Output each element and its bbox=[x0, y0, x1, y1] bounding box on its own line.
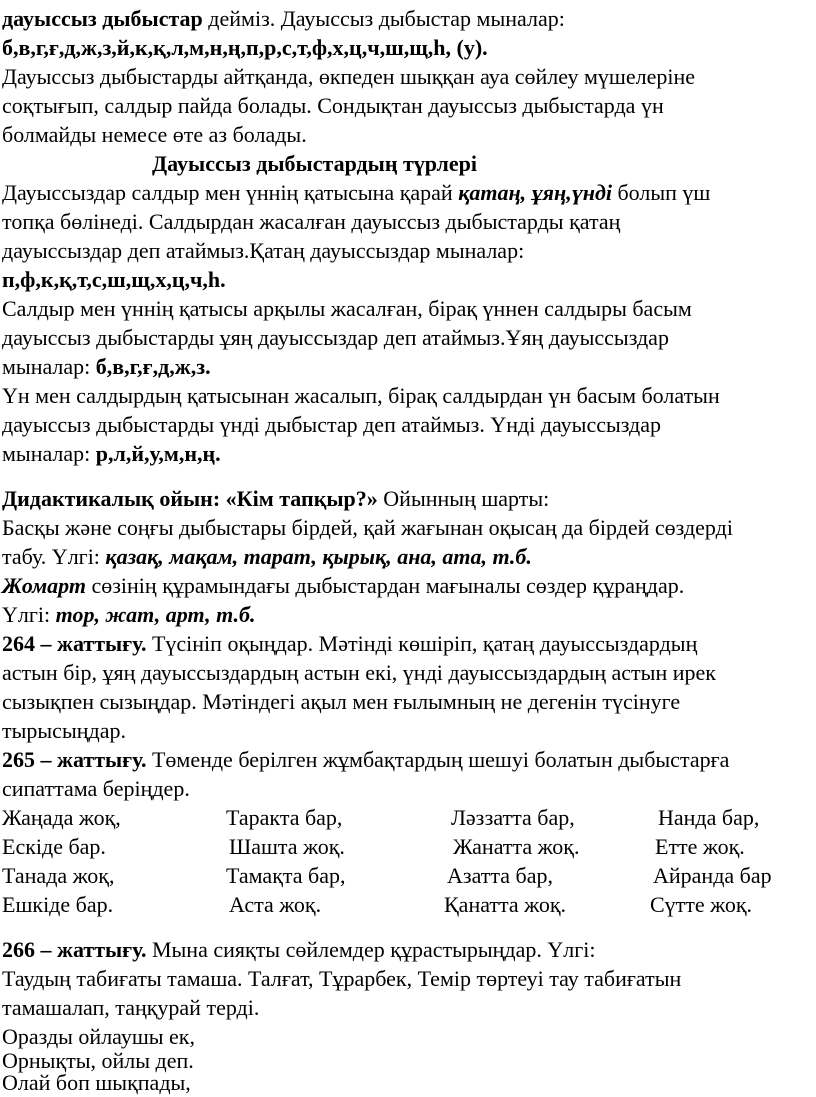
line-text: топқа бөлінеді. Салдырдан жасалған дауыссыз дыбыстарды қатаң bbox=[2, 209, 621, 234]
riddle-cell: Таракта бар, bbox=[226, 805, 343, 830]
sonorant-list: р,л,й,у,м,н,ң. bbox=[95, 441, 221, 466]
exercise-264-line bbox=[2, 629, 697, 658]
line-29 bbox=[2, 964, 681, 993]
line-12 bbox=[2, 323, 669, 352]
line-19 bbox=[2, 542, 532, 571]
line-text: Төменде берілген жұмбақтардың шешуі болатын дыбыстарға bbox=[146, 747, 730, 772]
line-text: соқтығып, салдыр пайда болады. Сондықтан дауыссыз дыбыстарда үн bbox=[2, 93, 664, 118]
line-11 bbox=[2, 294, 692, 323]
line-1 bbox=[2, 4, 565, 33]
line-text: болып үш bbox=[611, 180, 711, 205]
line-text: сөзінің құрамындағы дыбыстардан мағыналы сөздер құраңдар. bbox=[85, 573, 685, 598]
line-text: Орнықты, ойлы деп. bbox=[2, 1048, 194, 1073]
riddle-cell: Тамақта бар, bbox=[226, 863, 346, 888]
consonant-list: б,в,г,ғ,д,ж,з,й,к,қ,л,м,н,ң,п,р,с,т,ф,х,ц,ч,ш,щ,һ, (у). bbox=[2, 35, 488, 60]
emphasis-types: қатаң, ұяң,үнді bbox=[458, 180, 612, 205]
line-text: Оразды ойлаушы ек, bbox=[2, 1024, 195, 1049]
riddle-cell: Шашта жоқ. bbox=[229, 834, 345, 859]
line-text: Басқы және соңғы дыбыстары бірдей, қай жағынан оқысаң да бірдей сөздерді bbox=[2, 515, 733, 540]
section-heading bbox=[152, 149, 477, 178]
line-7 bbox=[2, 178, 710, 207]
line-20 bbox=[2, 571, 684, 600]
riddle-cell: Қанатта жоқ. bbox=[444, 892, 567, 917]
line-text: болмайды немесе өте аз болады. bbox=[2, 122, 307, 147]
voiced-list: б,в,г,ғ,д,ж,з. bbox=[95, 354, 211, 379]
line-text: Түсініп оқыңдар. Мәтінді көшіріп, қатаң дауыссыздардың bbox=[146, 631, 698, 656]
riddle-cell: Айранда бар bbox=[653, 863, 772, 888]
line-21 bbox=[2, 600, 256, 629]
line-text: Дауыссыз дыбыстарды айтқанда, өкпеден шыққан ауа сөйлеу мүшелеріне bbox=[2, 64, 695, 89]
line-8 bbox=[2, 207, 620, 236]
riddle-cell: Етте жоқ. bbox=[655, 834, 745, 859]
exercise-266-label: 266 – жаттығу. bbox=[2, 937, 147, 962]
riddle-cell: Ескіде бар. bbox=[2, 834, 106, 859]
line-18 bbox=[2, 513, 733, 542]
line-consonant-list bbox=[2, 33, 488, 62]
line-30 bbox=[2, 993, 259, 1022]
line-text: Дауыссыздар салдыр мен үннің қатысына қарай bbox=[2, 180, 459, 205]
line-text: дейміз. Дауыссыз дыбыстар мыналар: bbox=[202, 6, 565, 31]
riddle-cell: Сүтте жоқ. bbox=[650, 892, 753, 917]
line-3 bbox=[2, 62, 695, 91]
line-text: астын бір, ұяң дауыссыздардың астын екі, үнді дауыссыздардың астын ирек bbox=[2, 660, 716, 685]
exercise-265-line bbox=[2, 745, 729, 774]
heading-text: Дауыссыз дыбыстардың түрлері bbox=[152, 151, 477, 176]
line-4 bbox=[2, 91, 664, 120]
line-text: Салдыр мен үннің қатысы арқылы жасалған, бірақ үннен салдыры басым bbox=[2, 296, 692, 321]
line-23 bbox=[2, 658, 716, 687]
term-consonants: дауыссыз дыбыстар bbox=[2, 6, 203, 31]
line-text: Үн мен салдырдың қатысынан жасалып, бірақ салдырдан үн басым болатын bbox=[2, 383, 720, 408]
voiceless-list: п,ф,к,қ,т,с,ш,щ,х,ц,ч,һ. bbox=[2, 267, 226, 292]
line-text: дауыссыз дыбыстарды ұяң дауыссыздар деп атаймыз.Ұяң дауыссыздар bbox=[2, 325, 669, 350]
line-text: тырысыңдар. bbox=[2, 718, 126, 743]
riddle-cell: Аста жоқ. bbox=[229, 892, 322, 917]
line-16 bbox=[2, 439, 221, 468]
line-text: мыналар: bbox=[2, 441, 96, 466]
exercise-265-label: 265 – жаттығу. bbox=[2, 747, 147, 772]
line-15 bbox=[2, 410, 661, 439]
line-text: дауыссыз дыбыстарды үнді дыбыстар деп атаймыз. Үнді дауыссыздар bbox=[2, 412, 662, 437]
poem-line bbox=[2, 1068, 191, 1097]
exercise-264-label: 264 – жаттығу. bbox=[2, 631, 147, 656]
line-text: тамашалап, таңқурай терді. bbox=[2, 995, 260, 1020]
exercise-266-line bbox=[2, 935, 596, 964]
example-word: Жомарт bbox=[2, 573, 86, 598]
riddle-cell: Ләззатта бар, bbox=[451, 805, 575, 830]
riddle-cell: Азатта бар, bbox=[447, 863, 553, 888]
line-text: Үлгі: bbox=[2, 602, 56, 627]
game-title: Дидактикалық ойын: «Кім тапқыр?» bbox=[2, 486, 378, 511]
riddle-cell: Жаңада жоқ, bbox=[2, 805, 121, 830]
line-text: Мына сияқты сөйлемдер құрастырыңдар. Үлгі: bbox=[146, 937, 596, 962]
line-9 bbox=[2, 236, 524, 265]
line-13 bbox=[2, 352, 211, 381]
game-heading-line bbox=[2, 484, 549, 513]
line-text: сызықпен сызыңдар. Мәтіндегі ақыл мен ғылымның не дегенін түсінуге bbox=[2, 689, 681, 714]
example-words: тор, жат, арт, т.б. bbox=[55, 602, 256, 627]
line-14 bbox=[2, 381, 720, 410]
riddle-cell: Нанда бар, bbox=[658, 805, 760, 830]
riddle-cell: Жанатта жоқ. bbox=[453, 834, 580, 859]
line-text: сипаттама беріңдер. bbox=[2, 776, 190, 801]
line-text: Ойынның шарты: bbox=[377, 486, 550, 511]
riddle-cell: Ешкіде бар. bbox=[2, 892, 114, 917]
line-25 bbox=[2, 716, 126, 745]
line-27 bbox=[2, 774, 190, 803]
line-24 bbox=[2, 687, 680, 716]
example-words: қазақ, мақам, тарат, қырық, ана, ата, т.б. bbox=[105, 544, 532, 569]
line-5 bbox=[2, 120, 307, 149]
line-text: дауыссыздар деп атаймыз.Қатаң дауыссыздар мыналар: bbox=[2, 238, 525, 263]
line-text: Таудың табиғаты тамаша. Талғат, Тұрарбек, Темір төртеуі тау табиғатын bbox=[2, 966, 682, 991]
line-text: табу. Үлгі: bbox=[2, 544, 106, 569]
line-voiceless-list bbox=[2, 265, 226, 294]
riddle-cell: Танада жоқ, bbox=[2, 863, 115, 888]
line-text: Олай боп шықпады, bbox=[2, 1070, 191, 1095]
line-text: мыналар: bbox=[2, 354, 96, 379]
